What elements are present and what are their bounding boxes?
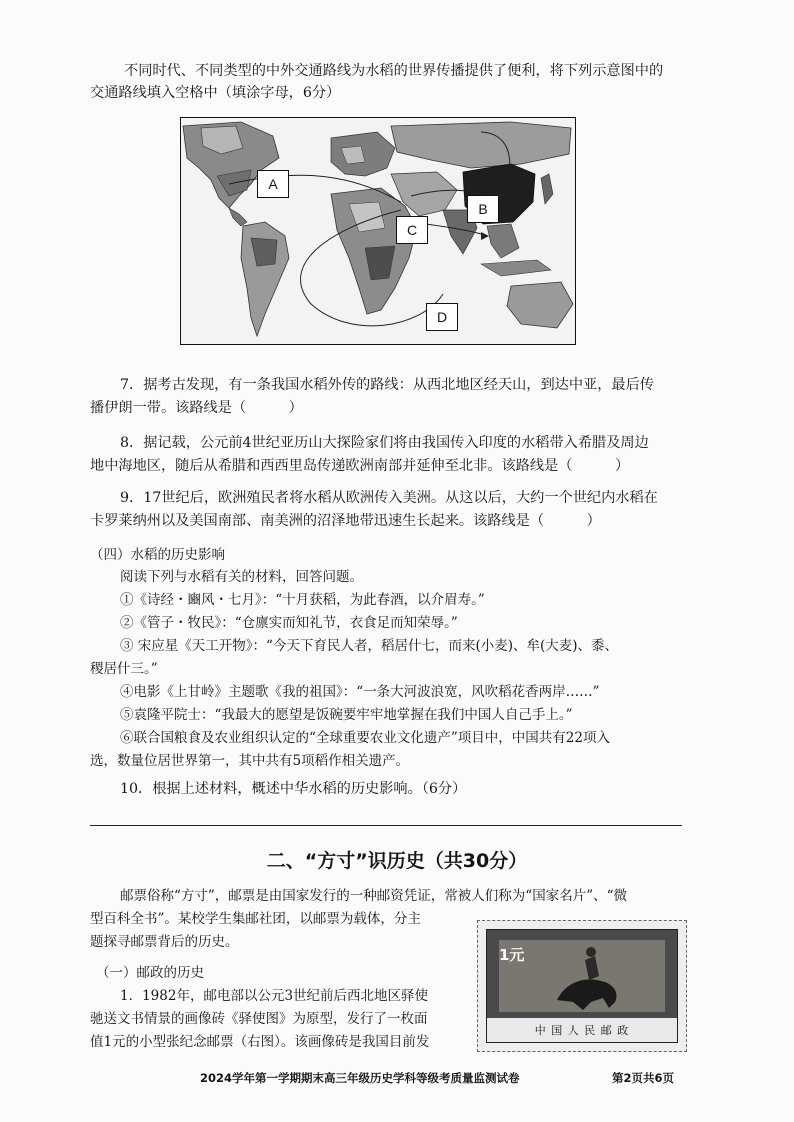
- q8-line-1: 8．据记载，公元前4世纪亚历山大探险家们将由我国传入印度的水稻带入希腊及周边: [120, 435, 649, 451]
- q7-line-2: 播伊朗一带。该路线是（ ）: [90, 400, 303, 416]
- q7-line-1: 7．据考古发现，有一条我国水稻外传的路线：从西北地区经天山，到达中亚，最后传: [120, 377, 654, 393]
- material-3-line-2: 稷居什三。”: [90, 661, 158, 677]
- section2-intro-line-3: 题探寻邮票背后的历史。: [90, 934, 239, 950]
- world-map: [180, 117, 576, 345]
- route-label-a: A: [257, 170, 289, 198]
- route-label-c: C: [396, 216, 428, 244]
- section-divider: [90, 825, 682, 826]
- section2-title: 二、“方寸”识历史（共30分）: [266, 850, 528, 872]
- section2-intro-line-1: 邮票俗称“方寸”，邮票是由国家发行的一种邮资凭证，常被人们称为“国家名片”、“微: [120, 888, 628, 904]
- footer-page: 第2页共6页: [612, 1071, 675, 1085]
- stamp-value: 1元: [499, 946, 525, 964]
- q9-line-2: 卡罗莱纳州以及美国南部、南美洲的沼泽地带迅速生长起来。该路线是（ ）: [90, 513, 601, 529]
- material-6-line-2: 选，数量位居世界第一，其中共有5项稻作相关遗产。: [90, 753, 410, 769]
- material-4: ④电影《上甘岭》主题歌《我的祖国》：“一条大河波浪宽，风吹稻花香两岸……”: [120, 684, 600, 700]
- material-2: ②《管子・牧民》：“仓廪实而知礼节，衣食足而知荣辱。”: [120, 615, 458, 631]
- intro-line-2: 交通路线填入空格中（填涂字母，6分）: [90, 85, 341, 101]
- q8-line-2: 地中海地区，随后从希腊和西西里岛传递欧洲南部并延伸至北非。该路线是（ ）: [90, 458, 630, 474]
- material-6-line-1: ⑥联合国粮食及农业组织认定的“全球重要农业文化遗产”项目中，中国共有22项入: [120, 730, 610, 746]
- intro-line-1: 不同时代、不同类型的中外交通路线为水稻的世界传播提供了便利，将下列示意图中的: [124, 63, 664, 79]
- q10: 10．根据上述材料，概述中华水稻的历史影响。（6分）: [120, 781, 467, 797]
- section2-q1-line-2: 驰送文书情景的画像砖《驿使图》为原型，发行了一枚面: [90, 1011, 428, 1027]
- section2-q1-line-1: 1．1982年，邮电部以公元3世纪前后西北地区驿使: [120, 988, 429, 1004]
- route-label-b: B: [467, 195, 499, 223]
- q9-line-1: 9．17世纪后，欧洲殖民者将水稻从欧洲传入美洲。从这以后，大约一个世纪内水稻在: [120, 490, 658, 506]
- section2-intro-line-2: 型百科全书”。某校学生集邮社团，以邮票为载体，分主: [90, 911, 421, 927]
- stamp-image: [477, 920, 687, 1052]
- stamp-artwork: [486, 929, 678, 1043]
- material-5: ⑤袁隆平院士：“我最大的愿望是饭碗要牢牢地掌握在我们中国人自己手上。”: [120, 707, 573, 723]
- world-map-illustration: [181, 118, 575, 344]
- material-1: ①《诗经・豳风・七月》：“十月获稻，为此春酒，以介眉寿。”: [120, 592, 485, 608]
- part4-lead: 阅读下列与水稻有关的材料，回答问题。: [120, 569, 363, 585]
- subsection-heading: （一）邮政的历史: [96, 965, 204, 981]
- footer-title: 2024学年第一学期期末高三年级历史学科等级考质量监测试卷: [200, 1071, 520, 1085]
- material-3-line-1: ③ 宋应星《天工开物》：“今天下育民人者，稻居什七，而来(小麦)、牟(大麦)、黍、: [120, 638, 619, 654]
- section2-q1-line-3: 值1元的小型张纪念邮票（右图）。该画像砖是我国目前发: [90, 1034, 430, 1050]
- part4-heading: （四）水稻的历史影响: [90, 547, 225, 563]
- route-label-d: D: [426, 303, 458, 331]
- stamp-caption: 中 国 人 民 邮 政: [534, 1024, 630, 1037]
